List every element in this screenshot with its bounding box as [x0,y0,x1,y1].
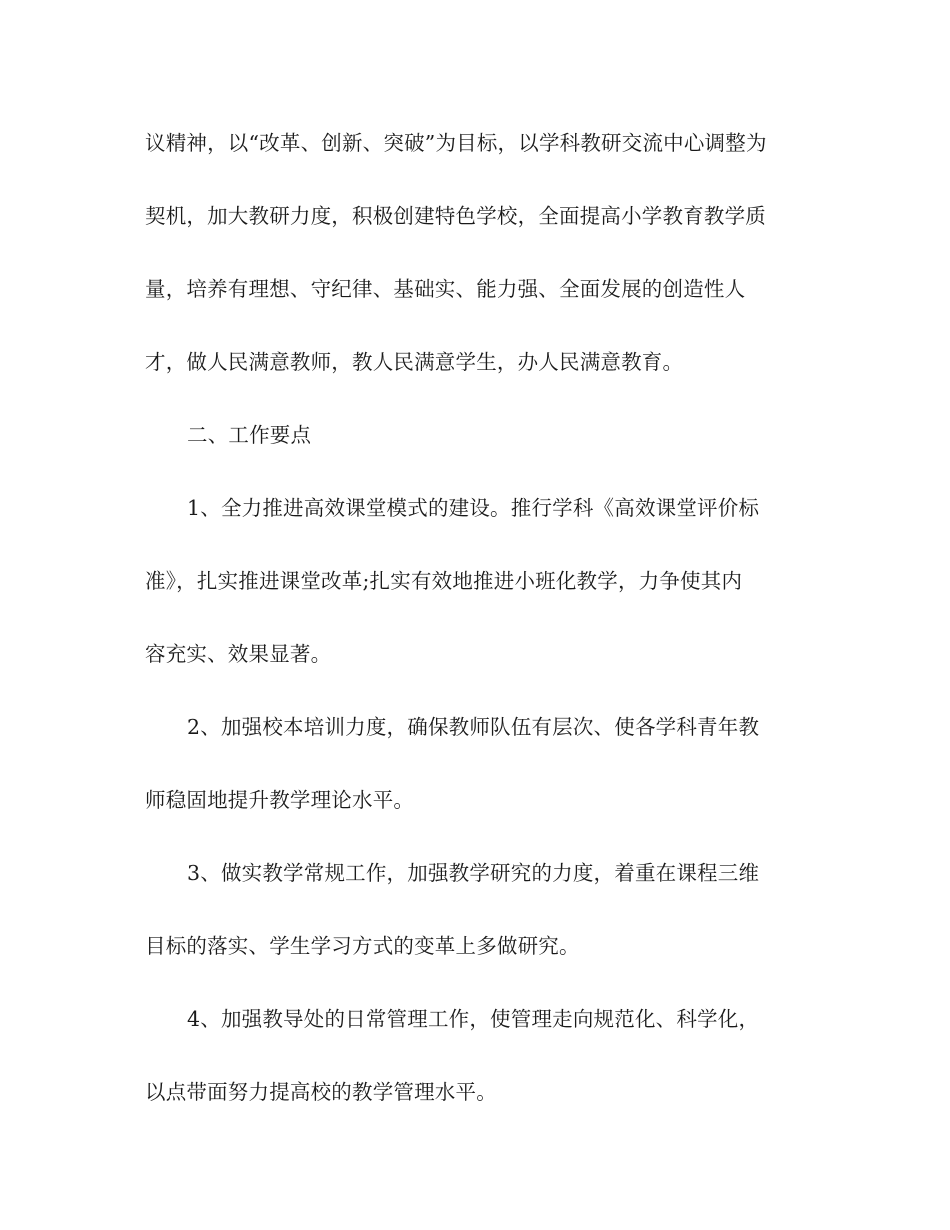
text-line: 以点带面努力提高校的教学管理水平。 [145,1080,497,1104]
text-line: 准》，扎实推进课堂改革;扎实有效地推进小班化教学，力争使其内 [145,569,743,593]
text-line: 3、做实教学常规工作，加强教学研究的力度，着重在课程三维 [187,861,760,885]
text-line: 容充实、效果显著。 [145,642,332,666]
text-line: 师稳固地提升教学理论水平。 [145,788,415,812]
text-line: 1、全力推进高效课堂模式的建设。推行学科《高效课堂评价标 [187,496,760,520]
text-line: 2、加强校本培训力度，确保教师队伍有层次、使各学科青年教 [187,715,760,739]
text-line: 目标的落实、学生学习方式的变革上多做研究。 [145,934,580,958]
section-heading: 二、工作要点 [187,423,312,447]
text-line: 议精神，以“改革、创新、突破”为目标，以学科教研交流中心调整为 [145,131,767,155]
text-line: 量，培养有理想、守纪律、基础实、能力强、全面发展的创造性人 [145,277,746,301]
text-line: 4、加强教导处的日常管理工作，使管理走向规范化、科学化， [187,1007,760,1031]
text-line: 才，做人民满意教师，教人民满意学生，办人民满意教育。 [145,350,684,374]
text-line: 契机，加大教研力度，积极创建特色学校，全面提高小学教育教学质 [145,204,766,228]
